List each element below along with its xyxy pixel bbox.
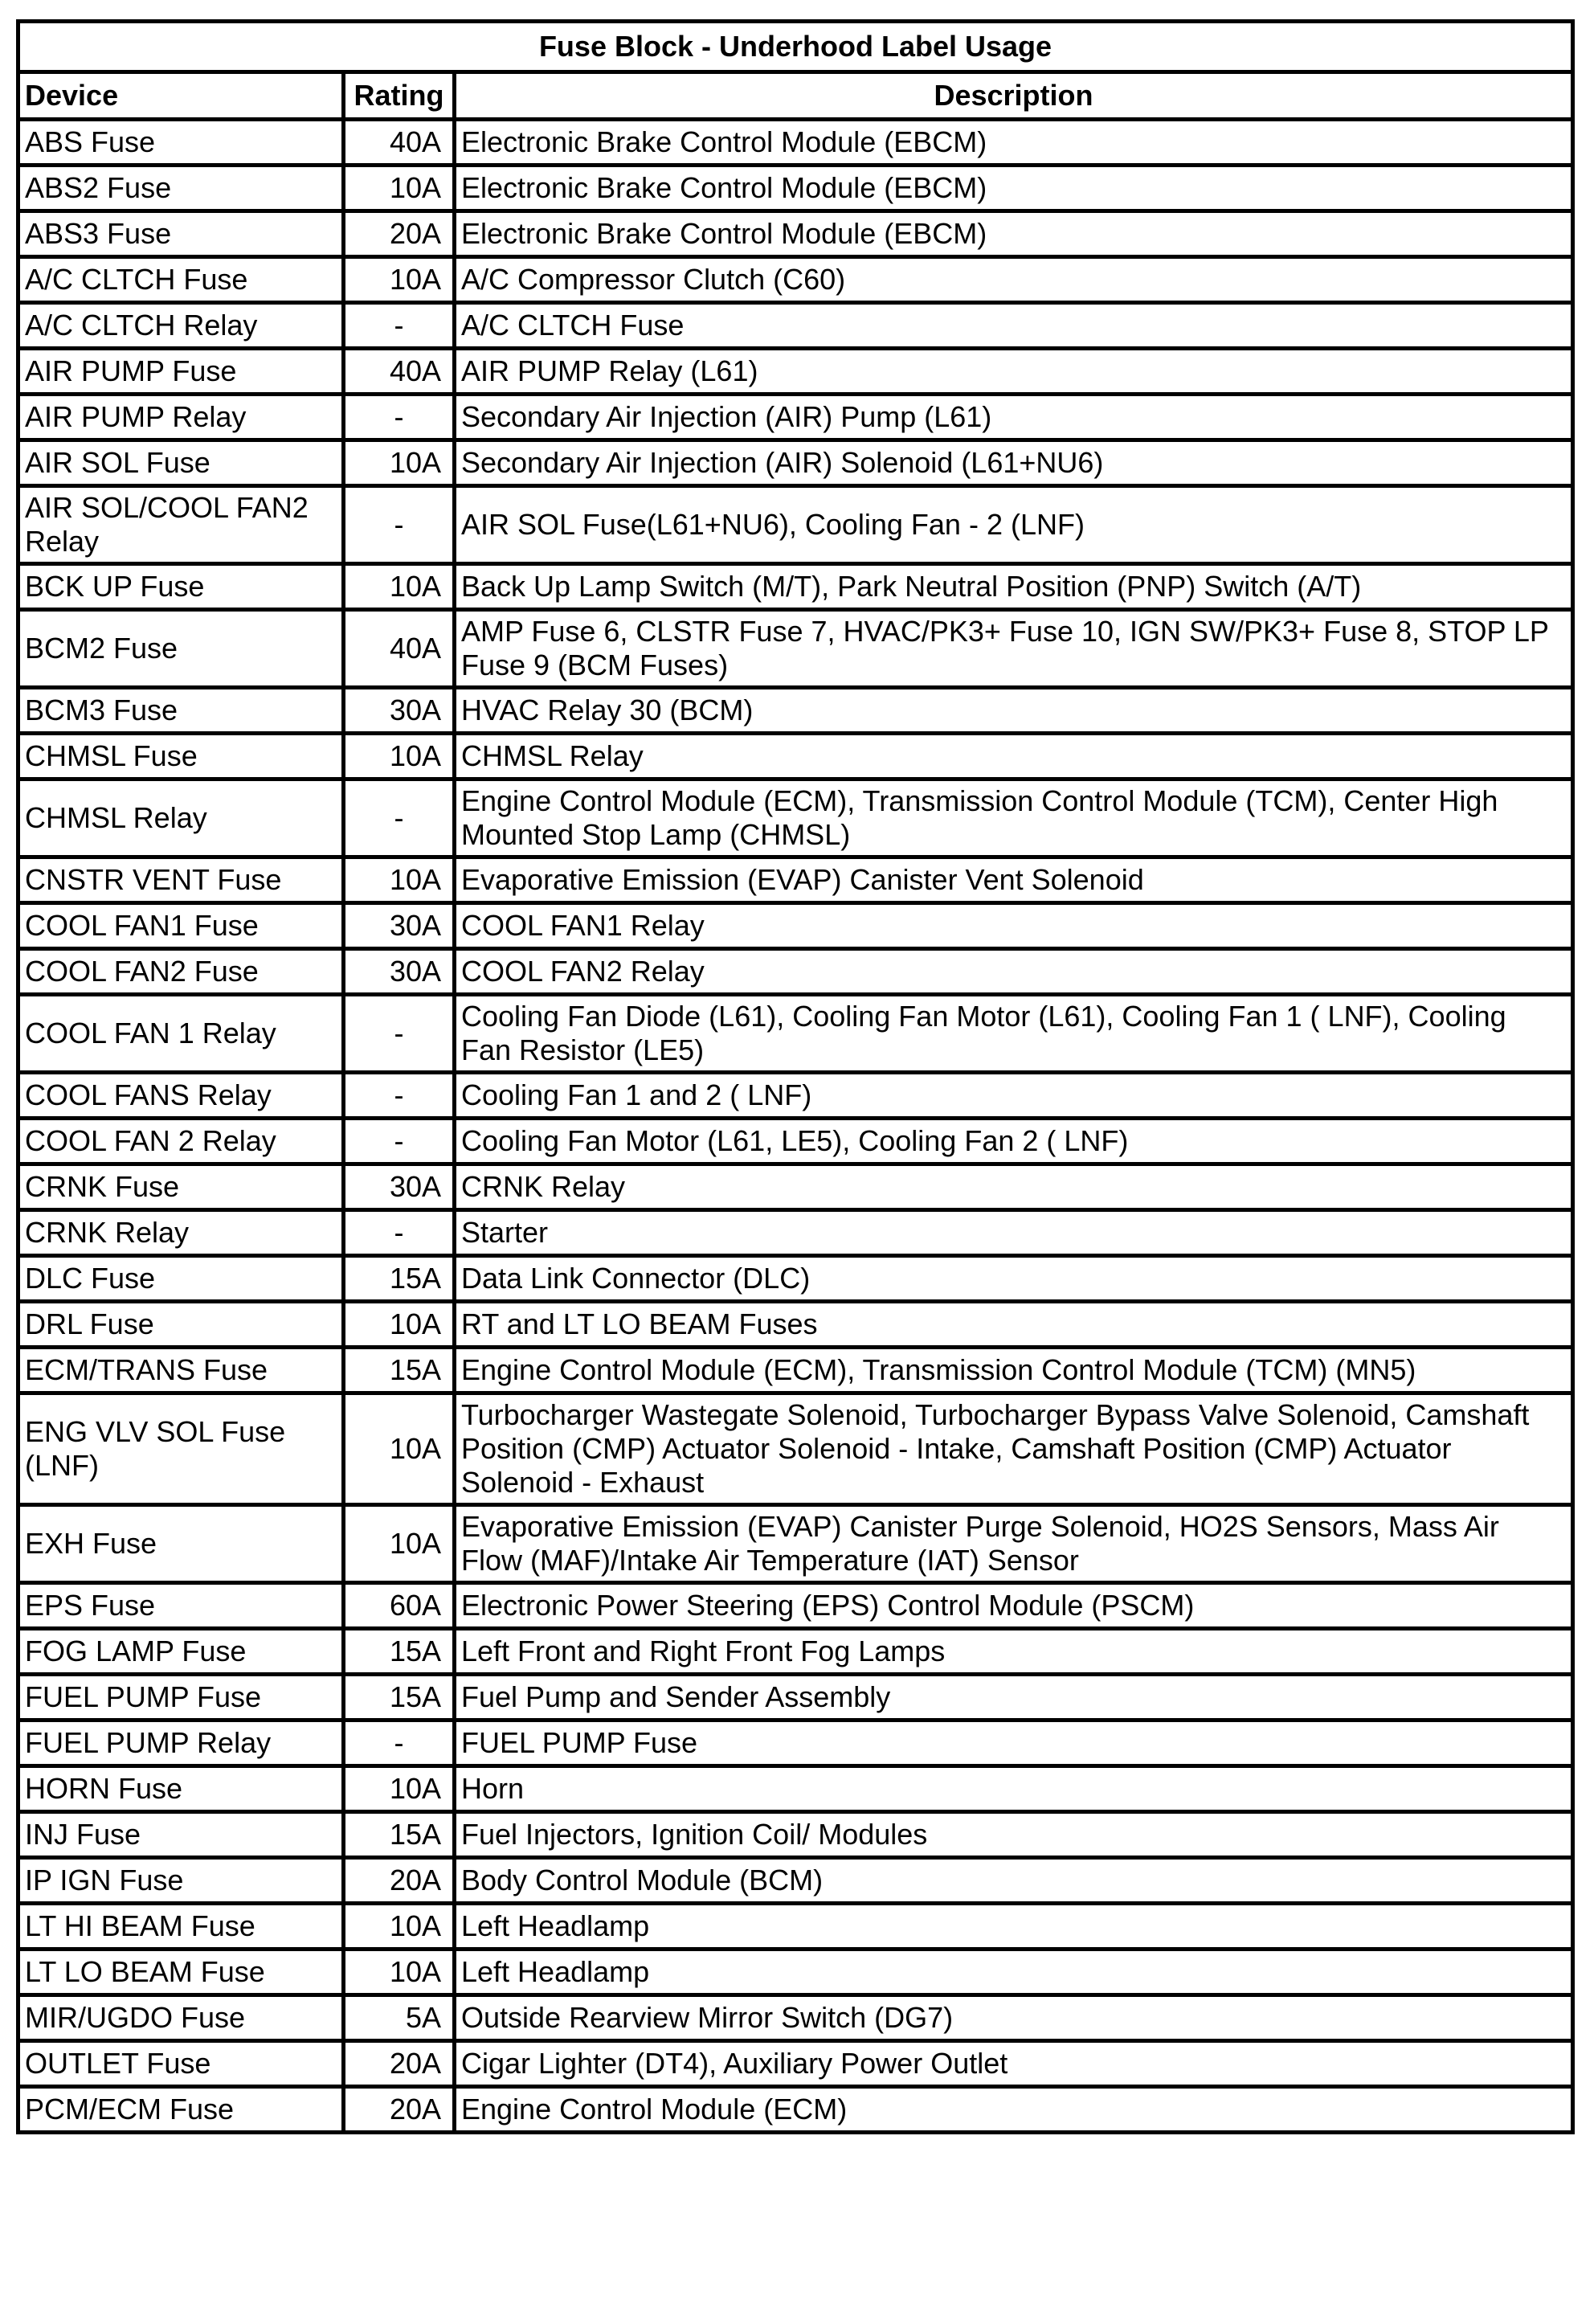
table-row xyxy=(18,564,1573,610)
rating-cell: 30A xyxy=(344,903,455,949)
rating-cell: 10A xyxy=(344,1950,455,1995)
table-row xyxy=(18,1302,1573,1348)
table-row xyxy=(18,1583,1573,1629)
table-row xyxy=(18,1119,1573,1164)
device-cell: PCM/ECM Fuse xyxy=(18,2087,344,2133)
table-row xyxy=(18,2087,1573,2133)
device-cell: INJ Fuse xyxy=(18,1812,344,1858)
description-cell: Cigar Lighter (DT4), Auxiliary Power Outlet xyxy=(455,2041,1573,2087)
description-cell: Data Link Connector (DLC) xyxy=(455,1256,1573,1302)
description-cell: CRNK Relay xyxy=(455,1164,1573,1210)
rating-cell: 40A xyxy=(344,120,455,166)
table-row xyxy=(18,486,1573,564)
description-cell: Outside Rearview Mirror Switch (DG7) xyxy=(455,1995,1573,2041)
device-cell: CHMSL Fuse xyxy=(18,734,344,779)
table-row xyxy=(18,995,1573,1073)
description-cell: AMP Fuse 6, CLSTR Fuse 7, HVAC/PK3+ Fuse 10, IGN SW/PK3+ Fuse 8, STOP LP Fuse 9 (BCM Fuses) xyxy=(455,610,1573,688)
rating-cell: 20A xyxy=(344,2041,455,2087)
table-row xyxy=(18,166,1573,211)
table-row xyxy=(18,1256,1573,1302)
device-cell: COOL FAN1 Fuse xyxy=(18,903,344,949)
table-row xyxy=(18,1812,1573,1858)
rating-cell: 10A xyxy=(344,564,455,610)
description-cell: COOL FAN2 Relay xyxy=(455,949,1573,995)
description-cell: Electronic Brake Control Module (EBCM) xyxy=(455,166,1573,211)
rating-cell: 60A xyxy=(344,1583,455,1629)
table-row xyxy=(18,688,1573,734)
table-row xyxy=(18,1950,1573,1995)
table-title-row xyxy=(18,22,1573,72)
rating-cell: 40A xyxy=(344,349,455,395)
description-cell: Turbocharger Wastegate Solenoid, Turbocharger Bypass Valve Solenoid, Camshaft Position (CMP) Actuator Solenoid - Intake, Camshaft Position (CMP) Actuator Solenoid - Exhaust xyxy=(455,1393,1573,1505)
table-row xyxy=(18,440,1573,486)
rating-cell: 20A xyxy=(344,1858,455,1904)
description-cell: AIR PUMP Relay (L61) xyxy=(455,349,1573,395)
rating-cell: 15A xyxy=(344,1348,455,1393)
table-row xyxy=(18,120,1573,166)
description-cell: Left Headlamp xyxy=(455,1950,1573,1995)
description-cell: Electronic Power Steering (EPS) Control Module (PSCM) xyxy=(455,1583,1573,1629)
description-cell: AIR SOL Fuse(L61+NU6), Cooling Fan - 2 (LNF) xyxy=(455,486,1573,564)
table-row xyxy=(18,1995,1573,2041)
rating-cell: 20A xyxy=(344,2087,455,2133)
rating-cell: 40A xyxy=(344,610,455,688)
description-cell: Cooling Fan 1 and 2 ( LNF) xyxy=(455,1073,1573,1119)
rating-cell: 15A xyxy=(344,1675,455,1720)
device-cell: AIR PUMP Fuse xyxy=(18,349,344,395)
rating-cell: 10A xyxy=(344,1766,455,1812)
description-cell: Engine Control Module (ECM) xyxy=(455,2087,1573,2133)
description-cell: Secondary Air Injection (AIR) Pump (L61) xyxy=(455,395,1573,440)
device-cell: DLC Fuse xyxy=(18,1256,344,1302)
device-cell: CNSTR VENT Fuse xyxy=(18,857,344,903)
table-row xyxy=(18,610,1573,688)
rating-cell: 30A xyxy=(344,688,455,734)
device-cell: ENG VLV SOL Fuse (LNF) xyxy=(18,1393,344,1505)
description-cell: Cooling Fan Motor (L61, LE5), Cooling Fan 2 ( LNF) xyxy=(455,1119,1573,1164)
description-cell: Cooling Fan Diode (L61), Cooling Fan Motor (L61), Cooling Fan 1 ( LNF), Cooling Fan Resistor (LE5) xyxy=(455,995,1573,1073)
column-header-device: Device xyxy=(18,72,344,120)
table-row xyxy=(18,1073,1573,1119)
table-row xyxy=(18,303,1573,349)
table-row xyxy=(18,1675,1573,1720)
description-cell: HVAC Relay 30 (BCM) xyxy=(455,688,1573,734)
device-cell: A/C CLTCH Relay xyxy=(18,303,344,349)
table-row xyxy=(18,1348,1573,1393)
device-cell: A/C CLTCH Fuse xyxy=(18,257,344,303)
device-cell: CRNK Fuse xyxy=(18,1164,344,1210)
device-cell: AIR PUMP Relay xyxy=(18,395,344,440)
rating-cell: - xyxy=(344,303,455,349)
device-cell: LT LO BEAM Fuse xyxy=(18,1950,344,1995)
rating-cell: 10A xyxy=(344,1505,455,1583)
description-cell: Electronic Brake Control Module (EBCM) xyxy=(455,211,1573,257)
device-cell: EXH Fuse xyxy=(18,1505,344,1583)
description-cell: Horn xyxy=(455,1766,1573,1812)
table-row xyxy=(18,734,1573,779)
table-row xyxy=(18,1858,1573,1904)
rating-cell: - xyxy=(344,779,455,857)
rating-cell: - xyxy=(344,1073,455,1119)
table-row xyxy=(18,1904,1573,1950)
device-cell: COOL FANS Relay xyxy=(18,1073,344,1119)
description-cell: CHMSL Relay xyxy=(455,734,1573,779)
description-cell: Starter xyxy=(455,1210,1573,1256)
device-cell: DRL Fuse xyxy=(18,1302,344,1348)
device-cell: ECM/TRANS Fuse xyxy=(18,1348,344,1393)
device-cell: AIR SOL Fuse xyxy=(18,440,344,486)
fuse-usage-table xyxy=(16,19,1575,2134)
table-row xyxy=(18,1629,1573,1675)
description-cell: Body Control Module (BCM) xyxy=(455,1858,1573,1904)
description-cell: Engine Control Module (ECM), Transmission Control Module (TCM), Center High Mounted Stop Lamp (CHMSL) xyxy=(455,779,1573,857)
rating-cell: - xyxy=(344,1119,455,1164)
table-row xyxy=(18,1164,1573,1210)
table-row xyxy=(18,1766,1573,1812)
device-cell: BCM2 Fuse xyxy=(18,610,344,688)
table-row xyxy=(18,1505,1573,1583)
device-cell: ABS2 Fuse xyxy=(18,166,344,211)
table-row xyxy=(18,1720,1573,1766)
device-cell: LT HI BEAM Fuse xyxy=(18,1904,344,1950)
device-cell: BCM3 Fuse xyxy=(18,688,344,734)
rating-cell: 10A xyxy=(344,257,455,303)
description-cell: Back Up Lamp Switch (M/T), Park Neutral Position (PNP) Switch (A/T) xyxy=(455,564,1573,610)
device-cell: MIR/UGDO Fuse xyxy=(18,1995,344,2041)
device-cell: BCK UP Fuse xyxy=(18,564,344,610)
description-cell: COOL FAN1 Relay xyxy=(455,903,1573,949)
table-row xyxy=(18,257,1573,303)
table-row xyxy=(18,857,1573,903)
rating-cell: 15A xyxy=(344,1812,455,1858)
device-cell: FUEL PUMP Relay xyxy=(18,1720,344,1766)
device-cell: COOL FAN 1 Relay xyxy=(18,995,344,1073)
description-cell: Evaporative Emission (EVAP) Canister Vent Solenoid xyxy=(455,857,1573,903)
rating-cell: - xyxy=(344,395,455,440)
rating-cell: 15A xyxy=(344,1256,455,1302)
table-row xyxy=(18,2041,1573,2087)
device-cell: CRNK Relay xyxy=(18,1210,344,1256)
description-cell: Fuel Injectors, Ignition Coil/ Modules xyxy=(455,1812,1573,1858)
table-row xyxy=(18,903,1573,949)
description-cell: Left Headlamp xyxy=(455,1904,1573,1950)
rating-cell: 10A xyxy=(344,440,455,486)
description-cell: FUEL PUMP Fuse xyxy=(455,1720,1573,1766)
device-cell: CHMSL Relay xyxy=(18,779,344,857)
rating-cell: 10A xyxy=(344,734,455,779)
rating-cell: - xyxy=(344,1210,455,1256)
rating-cell: 15A xyxy=(344,1629,455,1675)
description-cell: Evaporative Emission (EVAP) Canister Purge Solenoid, HO2S Sensors, Mass Air Flow (MAF)/Intake Air Temperature (IAT) Sensor xyxy=(455,1505,1573,1583)
rating-cell: 30A xyxy=(344,949,455,995)
table-header-row xyxy=(18,72,1573,120)
device-cell: IP IGN Fuse xyxy=(18,1858,344,1904)
column-header-rating: Rating xyxy=(344,72,455,120)
device-cell: HORN Fuse xyxy=(18,1766,344,1812)
description-cell: A/C CLTCH Fuse xyxy=(455,303,1573,349)
rating-cell: 10A xyxy=(344,1393,455,1505)
rating-cell: 10A xyxy=(344,1904,455,1950)
rating-cell: 10A xyxy=(344,857,455,903)
description-cell: Secondary Air Injection (AIR) Solenoid (L61+NU6) xyxy=(455,440,1573,486)
description-cell: Left Front and Right Front Fog Lamps xyxy=(455,1629,1573,1675)
device-cell: EPS Fuse xyxy=(18,1583,344,1629)
description-cell: Electronic Brake Control Module (EBCM) xyxy=(455,120,1573,166)
table-row xyxy=(18,1393,1573,1505)
table-row xyxy=(18,949,1573,995)
device-cell: OUTLET Fuse xyxy=(18,2041,344,2087)
rating-cell: - xyxy=(344,1720,455,1766)
device-cell: COOL FAN 2 Relay xyxy=(18,1119,344,1164)
description-cell: Engine Control Module (ECM), Transmission Control Module (TCM) (MN5) xyxy=(455,1348,1573,1393)
column-header-description: Description xyxy=(455,72,1573,120)
rating-cell: - xyxy=(344,995,455,1073)
table-row xyxy=(18,211,1573,257)
rating-cell: 10A xyxy=(344,166,455,211)
table-row xyxy=(18,349,1573,395)
device-cell: COOL FAN2 Fuse xyxy=(18,949,344,995)
device-cell: ABS Fuse xyxy=(18,120,344,166)
rating-cell: 10A xyxy=(344,1302,455,1348)
table-row xyxy=(18,395,1573,440)
rating-cell: - xyxy=(344,486,455,564)
device-cell: ABS3 Fuse xyxy=(18,211,344,257)
rating-cell: 20A xyxy=(344,211,455,257)
table-title: Fuse Block - Underhood Label Usage xyxy=(18,22,1573,72)
rating-cell: 30A xyxy=(344,1164,455,1210)
device-cell: AIR SOL/COOL FAN2 Relay xyxy=(18,486,344,564)
table-row xyxy=(18,1210,1573,1256)
device-cell: FUEL PUMP Fuse xyxy=(18,1675,344,1720)
description-cell: RT and LT LO BEAM Fuses xyxy=(455,1302,1573,1348)
table-body xyxy=(18,120,1573,2133)
table-row xyxy=(18,779,1573,857)
description-cell: Fuel Pump and Sender Assembly xyxy=(455,1675,1573,1720)
rating-cell: 5A xyxy=(344,1995,455,2041)
device-cell: FOG LAMP Fuse xyxy=(18,1629,344,1675)
description-cell: A/C Compressor Clutch (C60) xyxy=(455,257,1573,303)
